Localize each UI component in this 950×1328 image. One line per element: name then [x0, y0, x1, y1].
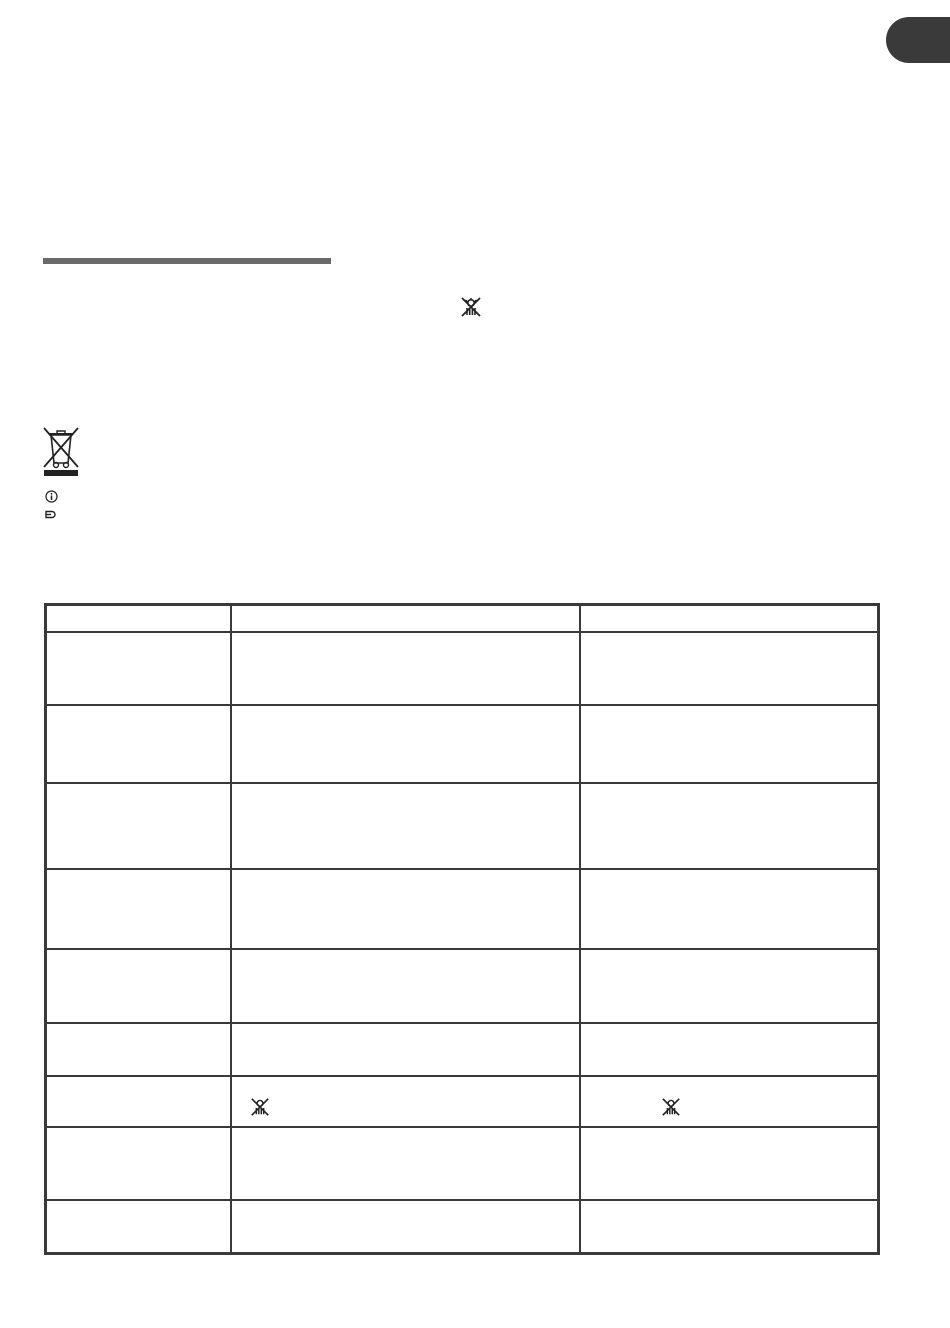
- frost-symbol-icon: [460, 296, 482, 318]
- table-cell: [46, 949, 231, 1023]
- table-cell: [231, 869, 580, 949]
- table-cell: [46, 1200, 231, 1254]
- table-cell: [580, 1023, 879, 1076]
- table-cell: [46, 705, 231, 783]
- table-cell: [231, 1127, 580, 1200]
- table-row: [46, 869, 879, 949]
- table-row: [46, 632, 879, 705]
- table-cell: [580, 705, 879, 783]
- section-heading-rule: [43, 258, 331, 264]
- table-row: [46, 1076, 879, 1127]
- table-cell: [580, 632, 879, 705]
- table-row: [46, 949, 879, 1023]
- table-cell: [46, 783, 231, 869]
- table-cell-with-frost-symbol: [231, 1076, 580, 1127]
- table-cell: [580, 1200, 879, 1254]
- troubleshooting-table: [44, 603, 880, 1255]
- table-cell-with-frost-symbol: [580, 1076, 879, 1127]
- table-row: [46, 783, 879, 869]
- table-cell: [231, 783, 580, 869]
- table-cell: [46, 632, 231, 705]
- table-cell: [231, 632, 580, 705]
- table-cell: [231, 949, 580, 1023]
- table-cell: [231, 705, 580, 783]
- table-cell: [46, 1076, 231, 1127]
- header-cell-remedy: [580, 605, 879, 632]
- table-cell: [231, 1023, 580, 1076]
- arrow-bullet-icon: [45, 508, 58, 521]
- frost-symbol-icon: [661, 1097, 681, 1120]
- header-cell-cause: [231, 605, 580, 632]
- table-cell: [580, 783, 879, 869]
- table-cell: [46, 1023, 231, 1076]
- table-cell: [580, 1127, 879, 1200]
- table-cell: [580, 869, 879, 949]
- crossed-out-wheelie-bin-icon: [41, 425, 81, 477]
- table-cell: [46, 869, 231, 949]
- table-header-row: [46, 605, 879, 632]
- header-cell-problem: [46, 605, 231, 632]
- table-row: [46, 1127, 879, 1200]
- table-cell: [580, 949, 879, 1023]
- table-row: [46, 705, 879, 783]
- table-cell: [231, 1200, 580, 1254]
- table-cell: [46, 1127, 231, 1200]
- info-circle-icon: [45, 490, 58, 503]
- table-row: [46, 1200, 879, 1254]
- table-row: [46, 1023, 879, 1076]
- frost-symbol-icon: [250, 1097, 270, 1120]
- page-tab: [886, 17, 950, 63]
